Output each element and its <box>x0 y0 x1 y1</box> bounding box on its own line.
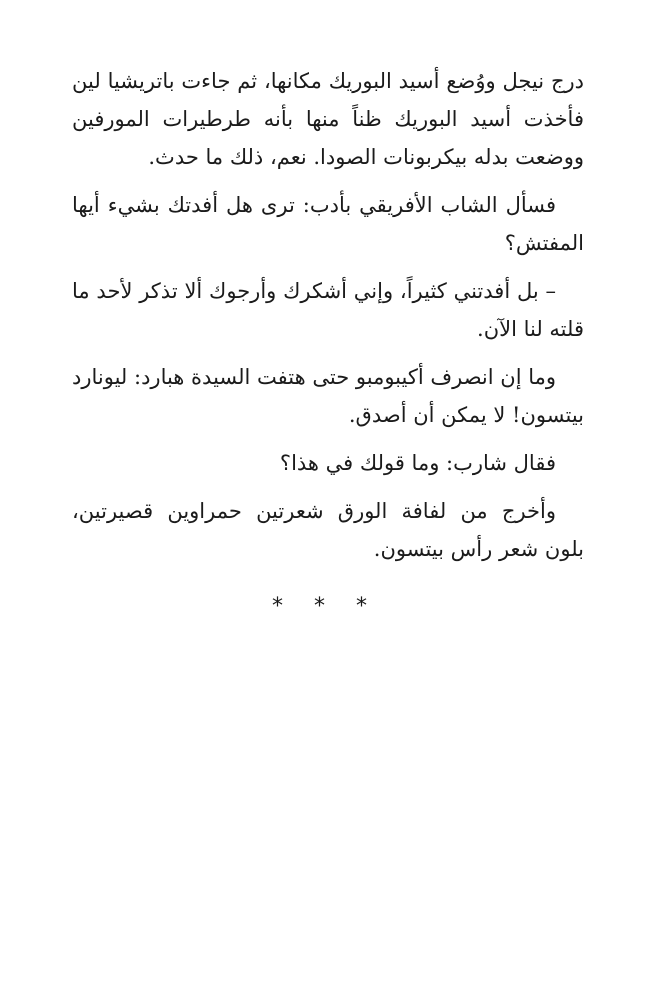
section-break: * * * <box>272 594 379 619</box>
paragraph-1: درج نيجل ووُضع أسيد البوريك مكانها، ثم جاءت باتريشيا لين فأخذت أسيد البوريك ظناً منها بأنه طرطيرات المورفين ووضعت بدله بيكربونات الصودا. نعم، ذلك ما حدث. <box>72 69 584 169</box>
paragraph-5: فقال شارب: وما قولك في هذا؟ <box>279 451 556 475</box>
paragraph-4: وما إن انصرف أكيبومبو حتى هتفت السيدة هبارد: ليونارد بيتسون! لا يمكن أن أصدق. <box>72 365 584 427</box>
page-text <box>72 62 584 578</box>
paragraph-2: فسأل الشاب الأفريقي بأدب: ترى هل أفدتك بشيء أيها المفتش؟ <box>72 193 584 255</box>
paragraph-3: – بل أفدتني كثيراً، وإني أشكرك وأرجوك ألا تذكر لأحد ما قلته لنا الآن. <box>72 279 584 341</box>
paragraph-6: وأخرج من لفافة الورق شعرتين حمراوين قصيرتين، بلون شعر رأس بيتسون. <box>72 499 584 561</box>
